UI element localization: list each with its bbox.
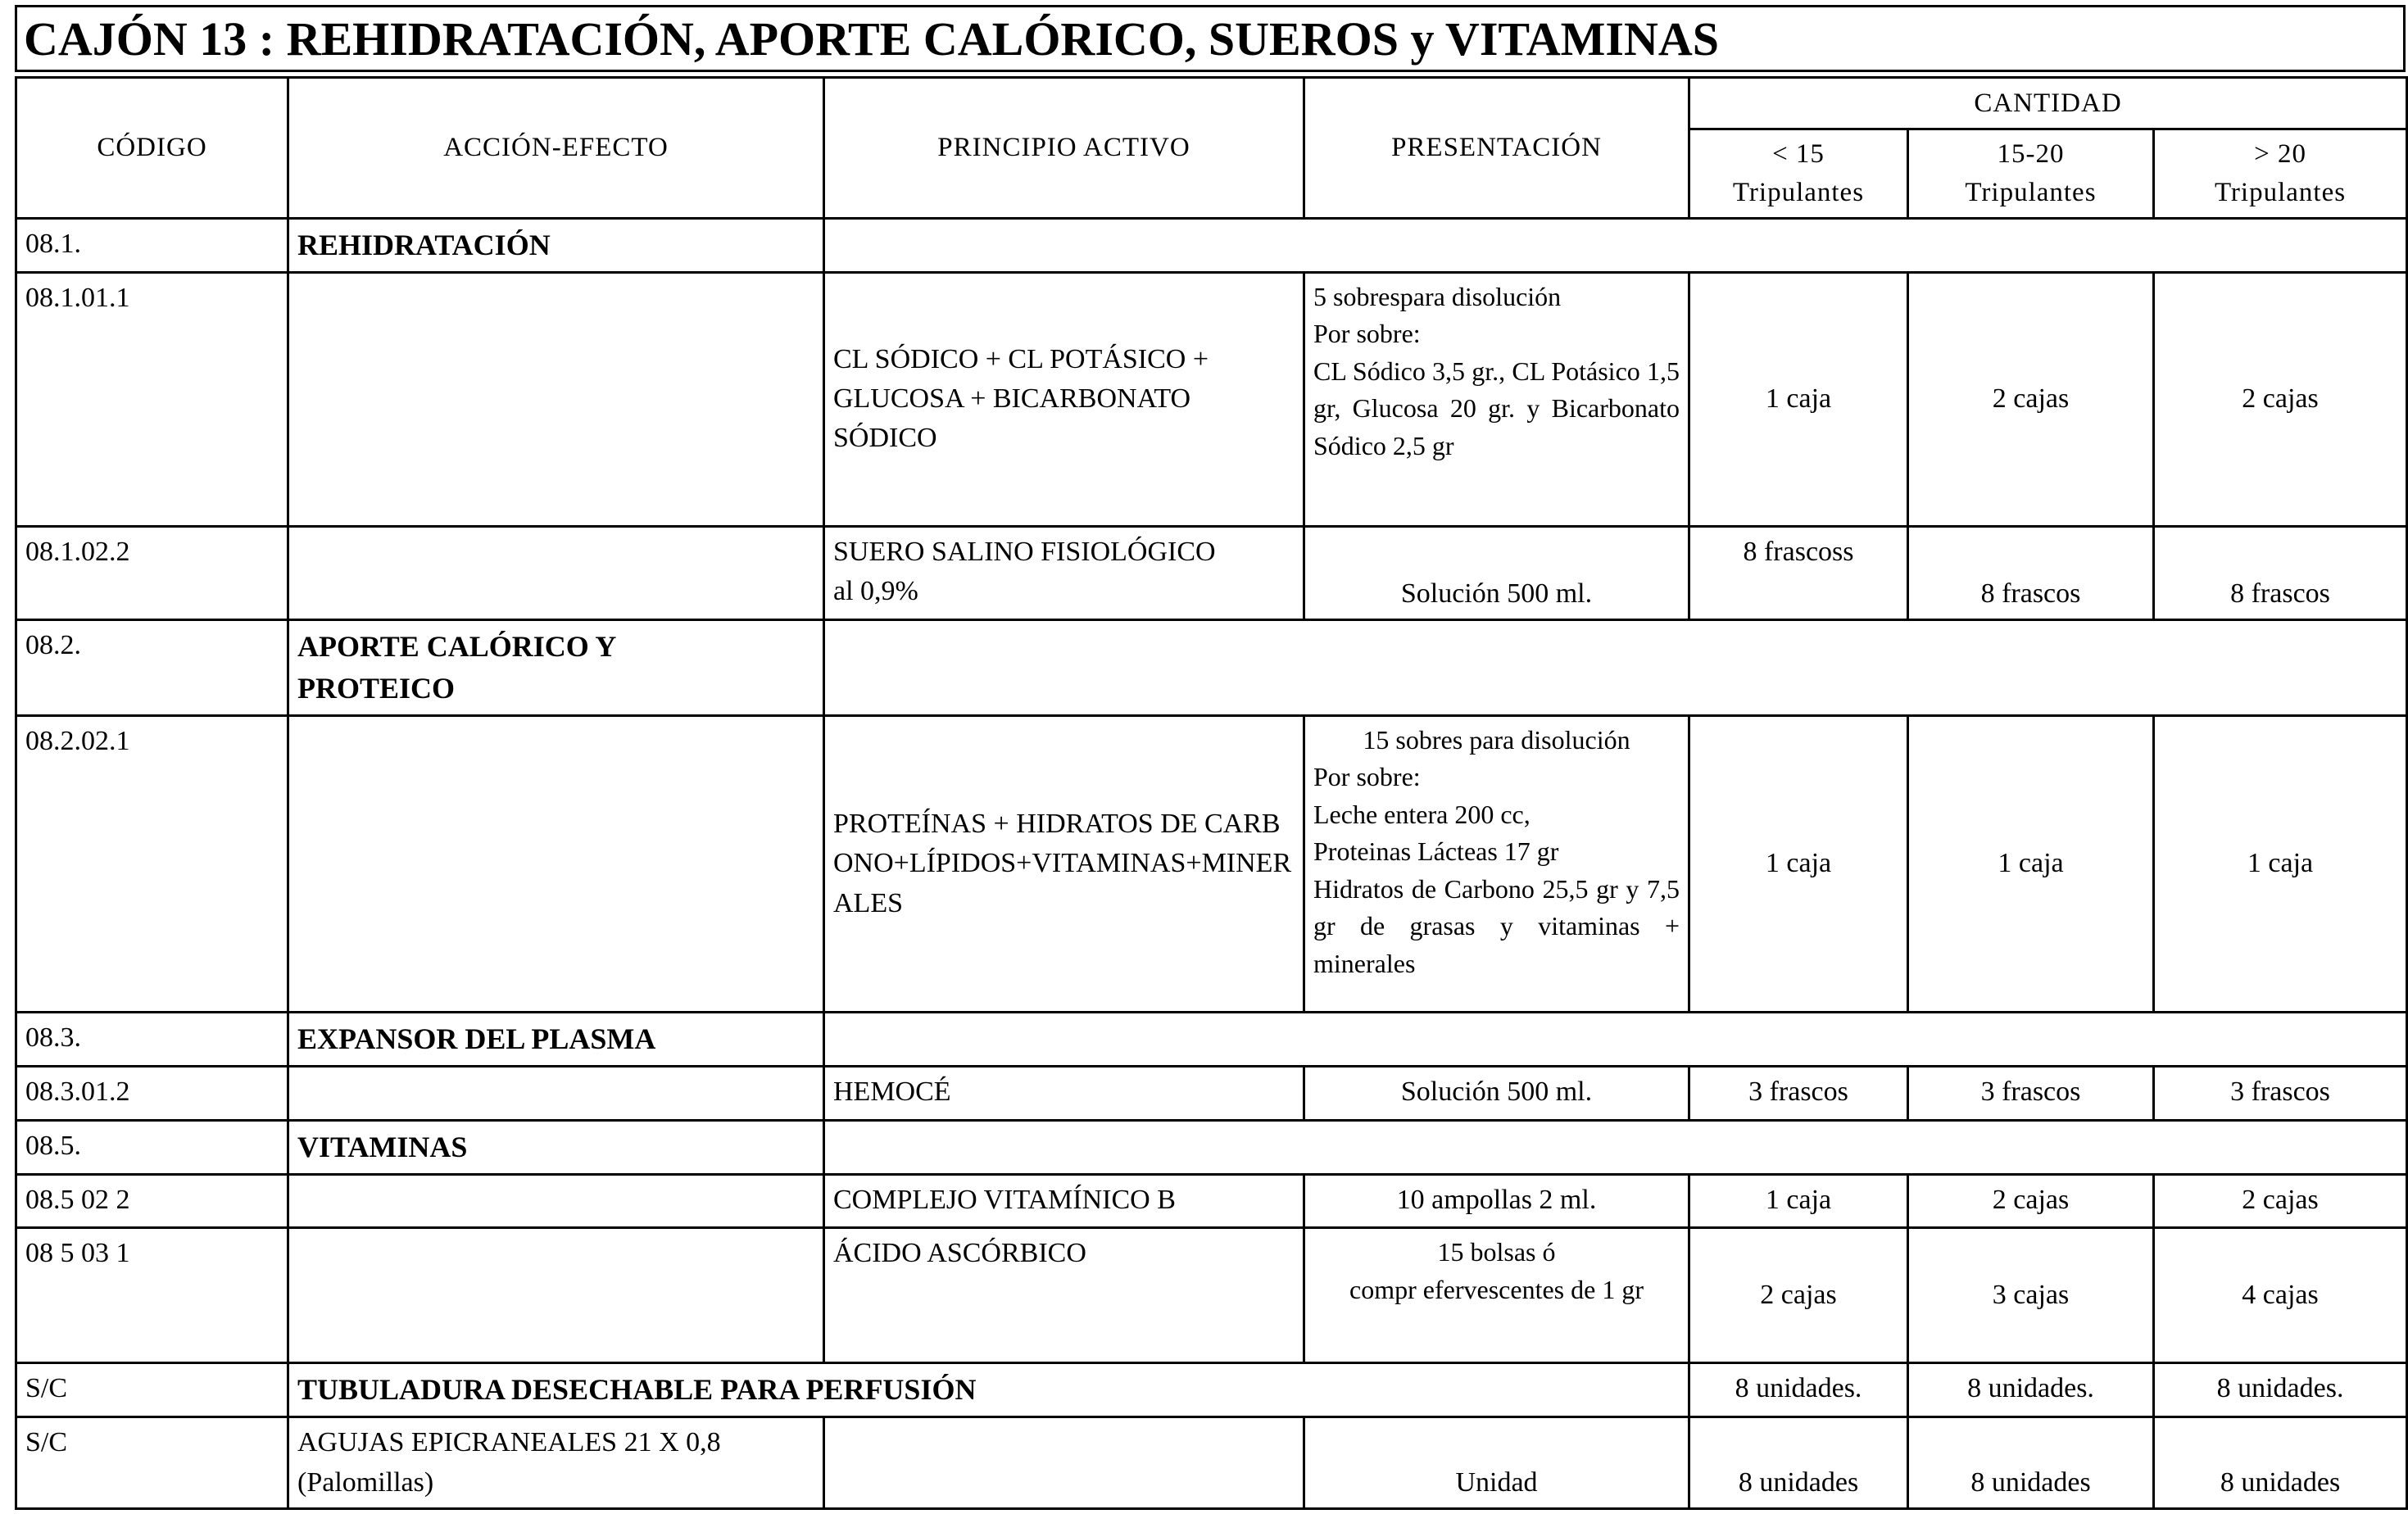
row-accion — [288, 1067, 824, 1121]
row-principio — [824, 1417, 1304, 1509]
header-qty-lt15: < 15 Tripulantes — [1689, 129, 1908, 219]
header-principio-activo: PRINCIPIO ACTIVO — [824, 78, 1304, 219]
row-accion — [288, 716, 824, 1013]
section-row-aporte — [16, 619, 2407, 715]
header-row — [16, 78, 2407, 129]
row-code: 08.2.02.1 — [16, 716, 288, 1013]
row-code: S/C — [16, 1363, 288, 1417]
row-qty-15-20: 8 frascos — [1908, 526, 2154, 619]
row-qty-gt20: 8 frascos — [2154, 526, 2407, 619]
row-accion — [288, 526, 824, 619]
header-cantidad: CANTIDAD — [1689, 78, 2407, 129]
row-qty-15-20: 1 caja — [1908, 716, 2154, 1013]
section-code: 08.5. — [16, 1121, 288, 1175]
table-row — [16, 1417, 2407, 1509]
row-accion: AGUJAS EPICRANEALES 21 X 0,8 (Palomillas) — [288, 1417, 824, 1509]
table-row — [16, 526, 2407, 619]
row-item-name: TUBULADURA DESECHABLE PARA PERFUSIÓN — [288, 1363, 1689, 1417]
header-accion-efecto: ACCIÓN-EFECTO — [288, 78, 824, 219]
row-presentacion: Solución 500 ml. — [1304, 1067, 1689, 1121]
row-qty-lt15: 1 caja — [1689, 716, 1908, 1013]
row-qty-lt15: 8 unidades — [1689, 1417, 1908, 1509]
row-qty-gt20: 8 unidades — [2154, 1417, 2407, 1509]
row-accion — [288, 272, 824, 526]
table-row — [16, 272, 2407, 526]
row-principio: COMPLEJO VITAMÍNICO B — [824, 1175, 1304, 1228]
section-row-rehidratacion — [16, 218, 2407, 272]
table-row — [16, 1228, 2407, 1363]
page-title: CAJÓN 13 : REHIDRATACIÓN, APORTE CALÓRICO, SUEROS y VITAMINAS — [15, 5, 2406, 72]
section-title: EXPANSOR DEL PLASMA — [288, 1013, 824, 1067]
row-code: 08.1.02.2 — [16, 526, 288, 619]
row-code: 08.5 02 2 — [16, 1175, 288, 1228]
row-qty-lt15: 1 caja — [1689, 272, 1908, 526]
row-qty-15-20: 8 unidades — [1908, 1417, 2154, 1509]
row-principio: HEMOCÉ — [824, 1067, 1304, 1121]
section-code: 08.3. — [16, 1013, 288, 1067]
row-qty-gt20: 4 cajas — [2154, 1228, 2407, 1363]
section-row-expansor — [16, 1013, 2407, 1067]
section-filler — [824, 1013, 2407, 1067]
row-presentacion: 5 sobrespara disolución Por sobre: CL Sódico 3,5 gr., CL Potásico 1,5 gr, Glucosa 20 gr. y Bicarbonato Sódico 2,5 gr — [1304, 272, 1689, 526]
section-filler — [824, 619, 2407, 715]
section-row-vitaminas — [16, 1121, 2407, 1175]
row-qty-15-20: 8 unidades. — [1908, 1363, 2154, 1417]
row-qty-gt20: 2 cajas — [2154, 272, 2407, 526]
row-qty-gt20: 8 unidades. — [2154, 1363, 2407, 1417]
section-title: APORTE CALÓRICO Y PROTEICO — [288, 619, 824, 715]
row-principio: ÁCIDO ASCÓRBICO — [824, 1228, 1304, 1363]
row-qty-15-20: 3 frascos — [1908, 1067, 2154, 1121]
table-row — [16, 1067, 2407, 1121]
row-qty-lt15: 2 cajas — [1689, 1228, 1908, 1363]
row-qty-lt15: 3 frascos — [1689, 1067, 1908, 1121]
row-qty-lt15: 8 frascoss — [1689, 526, 1908, 619]
row-qty-gt20: 2 cajas — [2154, 1175, 2407, 1228]
row-qty-15-20: 2 cajas — [1908, 1175, 2154, 1228]
row-qty-15-20: 2 cajas — [1908, 272, 2154, 526]
row-qty-gt20: 1 caja — [2154, 716, 2407, 1013]
document-page — [15, 5, 2407, 1509]
row-code: 08 5 03 1 — [16, 1228, 288, 1363]
row-presentacion: 10 ampollas 2 ml. — [1304, 1175, 1689, 1228]
header-qty-15-20: 15-20 Tripulantes — [1908, 129, 2154, 219]
section-filler — [824, 218, 2407, 272]
section-filler — [824, 1121, 2407, 1175]
row-principio: PROTEÍNAS + HIDRATOS DE CARBONO+LÍPIDOS+VITAMINAS+MINERALES — [824, 716, 1304, 1013]
header-presentacion: PRESENTACIÓN — [1304, 78, 1689, 219]
row-code: 08.1.01.1 — [16, 272, 288, 526]
row-principio: CL SÓDICO + CL POTÁSICO + GLUCOSA + BICARBONATO SÓDICO — [824, 272, 1304, 526]
table-row — [16, 716, 2407, 1013]
row-presentacion: 15 sobres para disolución Por sobre: Leche entera 200 cc, Proteinas Lácteas 17 gr Hidratos de Carbono 25,5 gr y 7,5 gr de grasas y vitaminas + minerales — [1304, 716, 1689, 1013]
section-code: 08.2. — [16, 619, 288, 715]
row-accion — [288, 1175, 824, 1228]
table-row — [16, 1175, 2407, 1228]
row-code: 08.3.01.2 — [16, 1067, 288, 1121]
row-code: S/C — [16, 1417, 288, 1509]
row-accion — [288, 1228, 824, 1363]
medication-table — [15, 76, 2408, 1510]
row-qty-lt15: 1 caja — [1689, 1175, 1908, 1228]
row-qty-gt20: 3 frascos — [2154, 1067, 2407, 1121]
row-qty-15-20: 3 cajas — [1908, 1228, 2154, 1363]
row-principio: SUERO SALINO FISIOLÓGICO al 0,9% — [824, 526, 1304, 619]
section-code: 08.1. — [16, 218, 288, 272]
row-qty-lt15: 8 unidades. — [1689, 1363, 1908, 1417]
section-title: REHIDRATACIÓN — [288, 218, 824, 272]
row-presentacion: Solución 500 ml. — [1304, 526, 1689, 619]
header-codigo: CÓDIGO — [16, 78, 288, 219]
table-row — [16, 1363, 2407, 1417]
header-qty-gt20: > 20 Tripulantes — [2154, 129, 2407, 219]
section-title: VITAMINAS — [288, 1121, 824, 1175]
row-presentacion: 15 bolsas ó compr efervescentes de 1 gr — [1304, 1228, 1689, 1363]
row-presentacion: Unidad — [1304, 1417, 1689, 1509]
